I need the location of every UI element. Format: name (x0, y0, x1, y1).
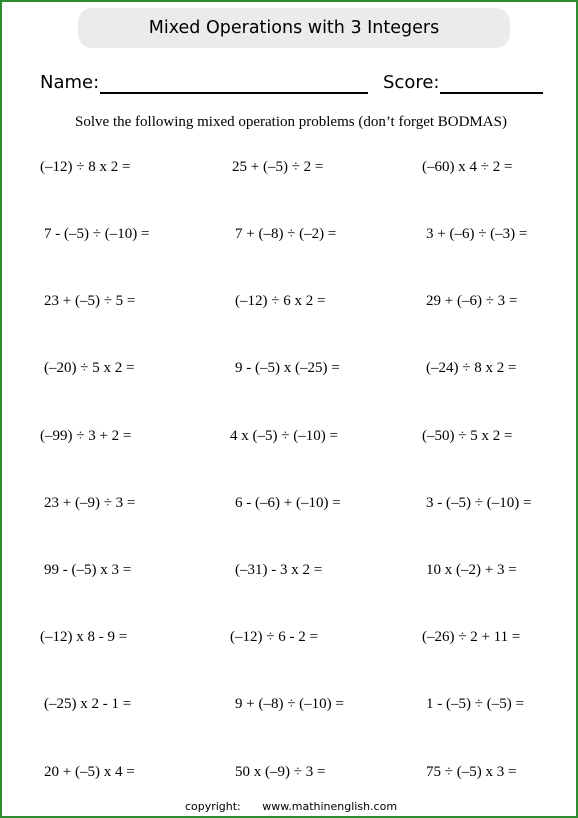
problem-r10-c1: 20 + (–5) x 4 = (44, 764, 135, 780)
instructions: Solve the following mixed operation problems (don’t forget BODMAS) (75, 114, 507, 130)
problem-r6-c3: 3 - (–5) ÷ (–10) = (426, 495, 532, 511)
problem-r9-c2: 9 + (–8) ÷ (–10) = (235, 696, 344, 712)
problem-r8-c2: (–12) ÷ 6 - 2 = (230, 629, 318, 645)
problem-r3-c1: 23 + (–5) ÷ 5 = (44, 293, 136, 309)
problem-r10-c2: 50 x (–9) ÷ 3 = (235, 764, 326, 780)
name-score-row (40, 72, 550, 96)
score-label: Score: (383, 72, 440, 93)
problem-r8-c3: (–26) ÷ 2 + 11 = (422, 629, 521, 645)
problem-r2-c1: 7 - (–5) ÷ (–10) = (44, 226, 150, 242)
problem-r10-c3: 75 ÷ (–5) x 3 = (426, 764, 517, 780)
problem-r1-c1: (–12) ÷ 8 x 2 = (40, 159, 131, 175)
problem-r1-c3: (–60) x 4 ÷ 2 = (422, 159, 513, 175)
problem-r1-c2: 25 + (–5) ÷ 2 = (232, 159, 324, 175)
copyright-label: copyright: (184, 800, 241, 813)
problem-r4-c3: (–24) ÷ 8 x 2 = (426, 360, 517, 376)
website-link[interactable]: www.mathinenglish.com (262, 800, 398, 813)
problem-r6-c1: 23 + (–9) ÷ 3 = (44, 495, 136, 511)
problem-r5-c3: (–50) ÷ 5 x 2 = (422, 428, 513, 444)
problem-r2-c3: 3 + (–6) ÷ (–3) = (426, 226, 528, 242)
problem-r4-c2: 9 - (–5) x (–25) = (235, 360, 340, 376)
problem-r7-c3: 10 x (–2) + 3 = (426, 562, 517, 578)
problem-r5-c1: (–99) ÷ 3 + 2 = (40, 428, 132, 444)
problem-r3-c2: (–12) ÷ 6 x 2 = (235, 293, 326, 309)
problem-r6-c2: 6 - (–6) + (–10) = (235, 495, 341, 511)
problem-r7-c1: 99 - (–5) x 3 = (44, 562, 132, 578)
problem-r3-c3: 29 + (–6) ÷ 3 = (426, 293, 518, 309)
name-field-line[interactable] (100, 92, 368, 94)
problem-r4-c1: (–20) ÷ 5 x 2 = (44, 360, 135, 376)
problem-r8-c1: (–12) x 8 - 9 = (40, 629, 128, 645)
problem-r5-c2: 4 x (–5) ÷ (–10) = (230, 428, 338, 444)
problem-r9-c1: (–25) x 2 - 1 = (44, 696, 132, 712)
problem-r7-c2: (–31) - 3 x 2 = (235, 562, 323, 578)
name-label: Name: (40, 72, 100, 93)
score-field-line[interactable] (440, 92, 543, 94)
problem-r2-c2: 7 + (–8) ÷ (–2) = (235, 226, 337, 242)
footer (2, 800, 578, 813)
worksheet-title: Mixed Operations with 3 Integers (78, 8, 510, 48)
problem-r9-c3: 1 - (–5) ÷ (–5) = (426, 696, 524, 712)
